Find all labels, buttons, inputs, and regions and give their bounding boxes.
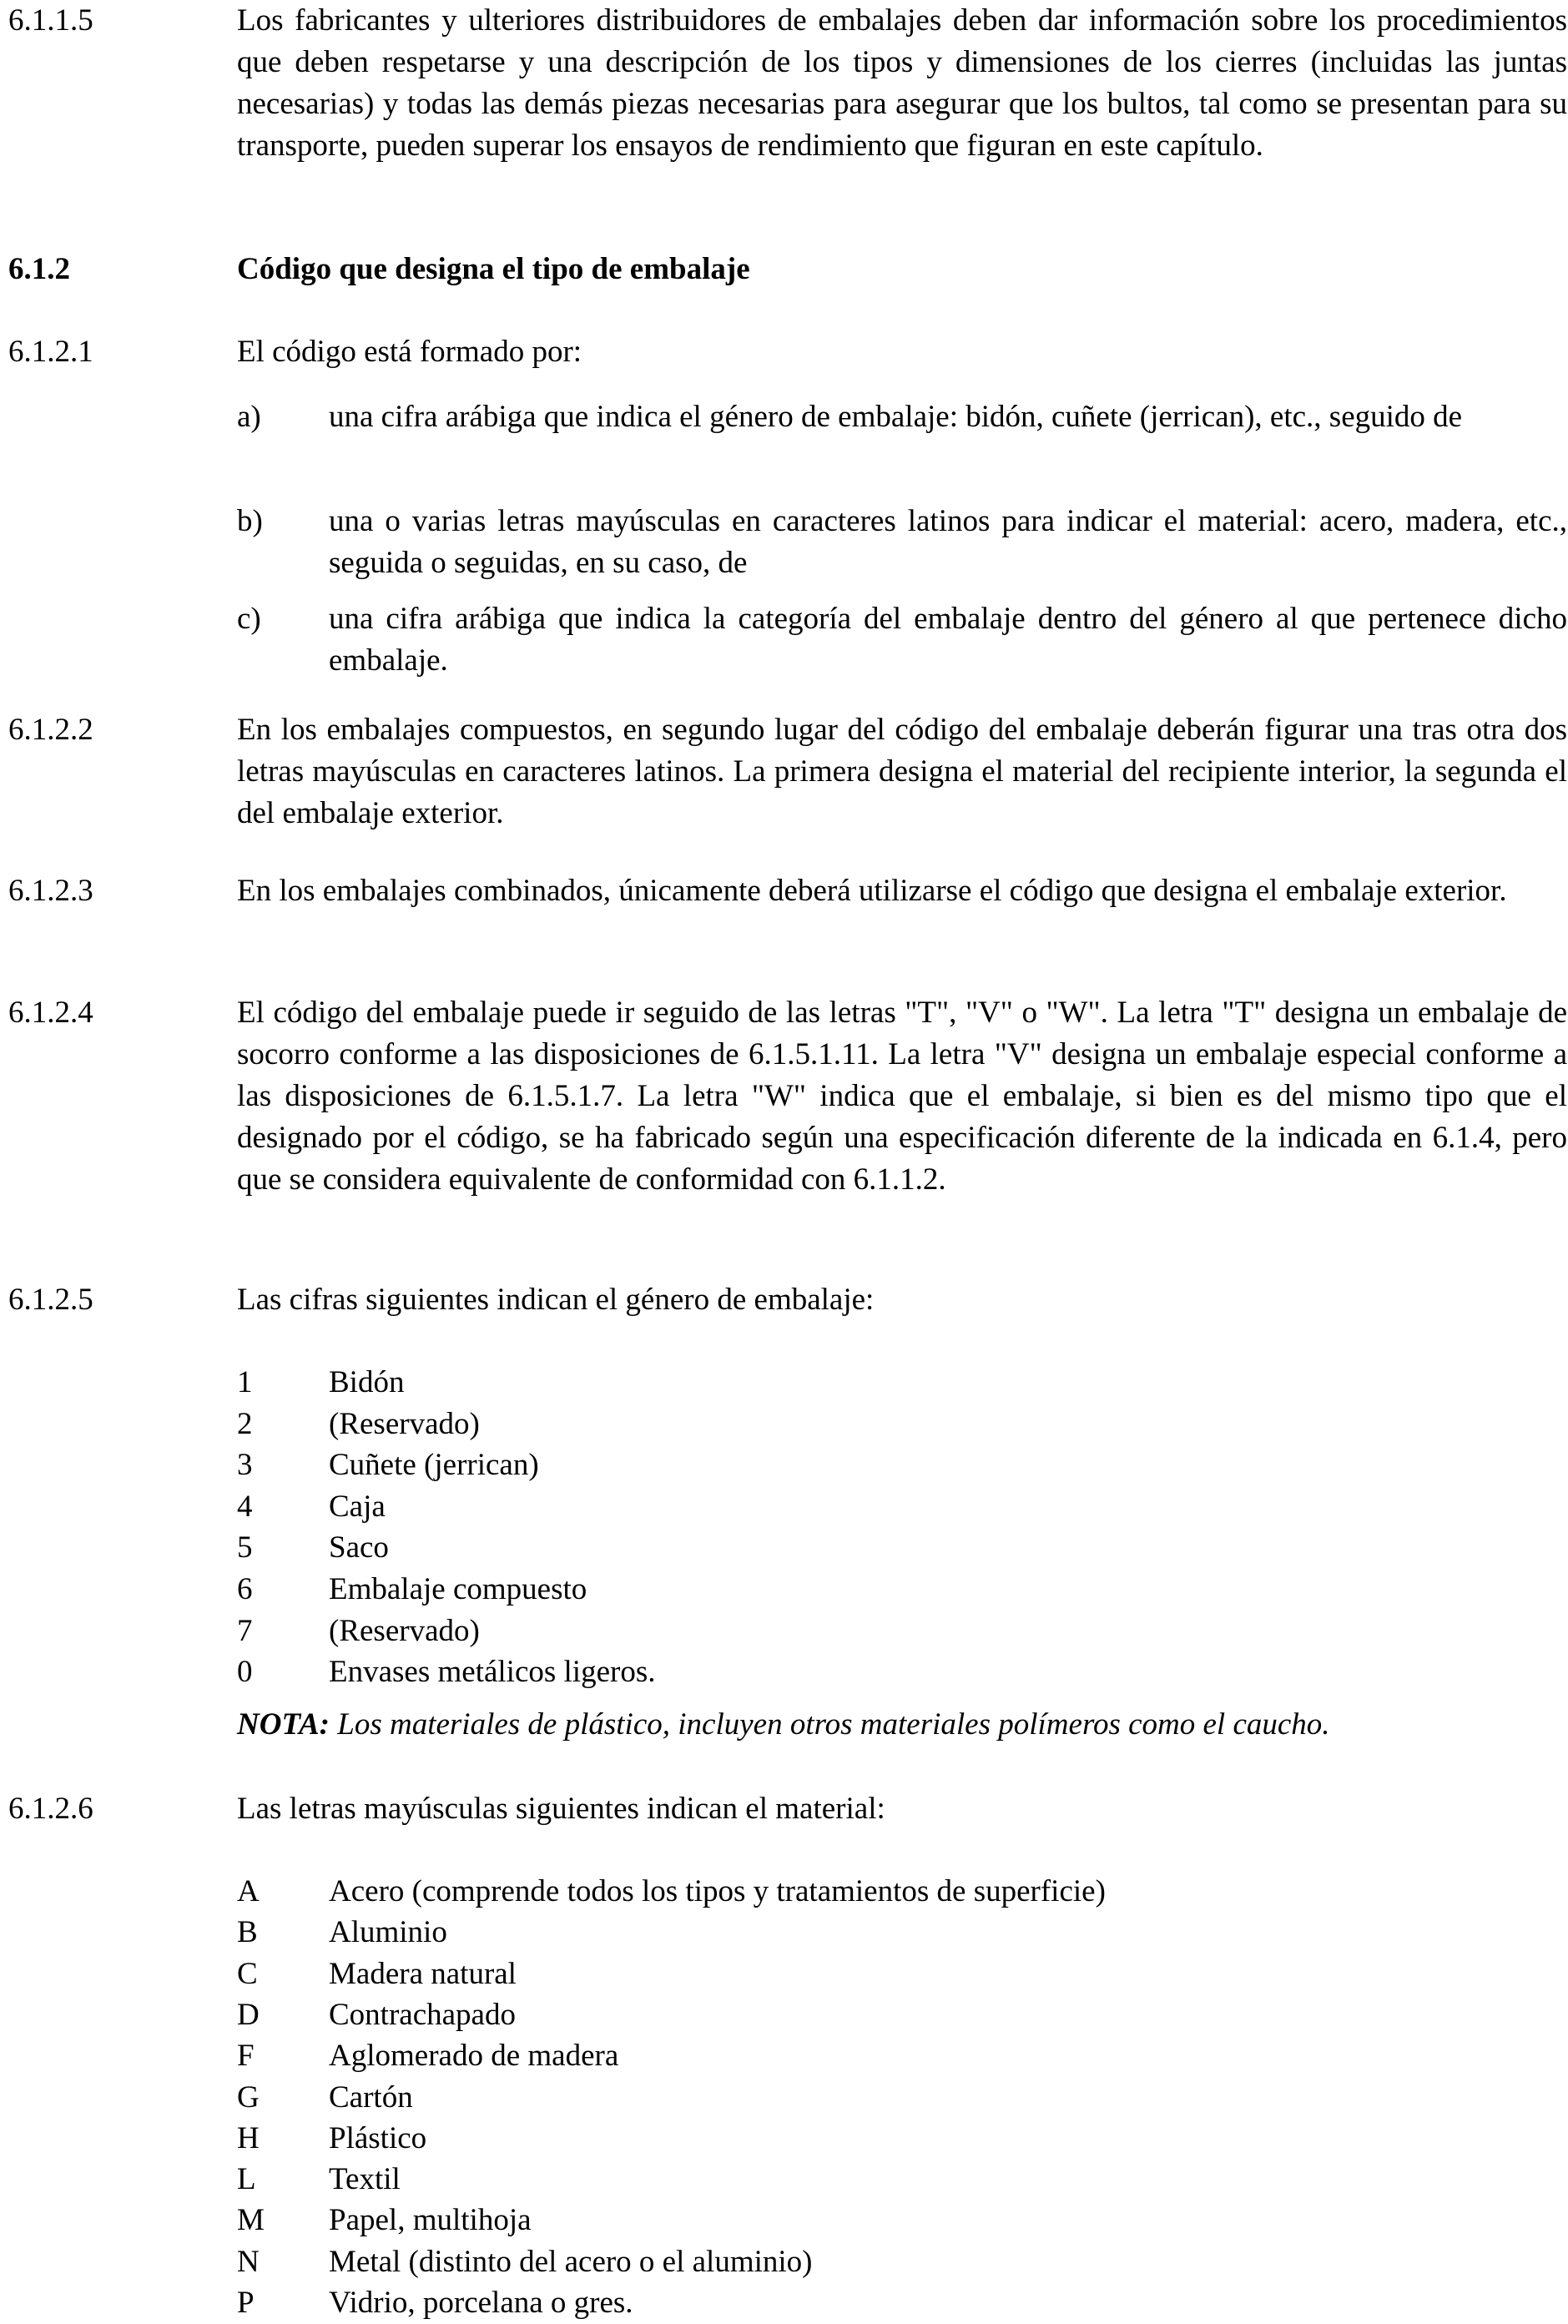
code-key: B (237, 1915, 258, 1950)
code-key: 3 (237, 1448, 253, 1483)
code-row (237, 2118, 1567, 2160)
code-row (237, 1994, 1567, 2036)
code-key: N (237, 2244, 260, 2279)
code-row (237, 1953, 1567, 1995)
code-key: 7 (237, 1613, 253, 1648)
code-key: D (237, 1997, 260, 2032)
section-6-1-2-6-text: Las letras mayúsculas siguientes indican el material: (237, 1792, 885, 1826)
section-6-1-2-3-text: En los embalajes combinados, únicamente deberá utilizarse el código que designa el embalaje exterior. (237, 874, 1507, 908)
code-key: L (237, 2162, 256, 2197)
note-text: Los materiales de plástico, incluyen otros materiales polímeros como el caucho. (330, 1707, 1330, 1742)
section-6-1-2-5-text: Las cifras siguientes indican el género de embalaje: (237, 1283, 875, 1317)
code-key: 5 (237, 1530, 253, 1565)
section-number: 6.1.2.2 (8, 713, 93, 747)
code-value: Vidrio, porcelana o gres. (329, 2286, 633, 2320)
list-item-label: b) (237, 504, 263, 538)
code-value: Plástico (329, 2120, 427, 2155)
code-row (237, 2200, 1567, 2241)
code-row (237, 1871, 1567, 1913)
code-row (237, 1362, 1567, 1404)
list-item-text: una cifra arábiga que indica la categoría del embalaje dentro del género al que pertenece dicho embalaje. (329, 602, 1567, 678)
note-label: NOTA: (237, 1707, 330, 1742)
code-row (237, 1569, 1567, 1611)
code-value: Cartón (329, 2080, 413, 2115)
code-key: 6 (237, 1572, 253, 1606)
code-key: M (237, 2203, 265, 2238)
code-value: Envases metálicos ligeros. (329, 1655, 656, 1690)
code-value: Caja (329, 1489, 386, 1524)
section-number: 6.1.2.1 (8, 335, 93, 369)
section-6-1-2-title: Código que designa el tipo de embalaje (237, 252, 750, 286)
note (237, 1704, 1567, 1746)
code-row (237, 1912, 1567, 1953)
section-6-1-2-2-text: En los embalajes compuestos, en segundo lugar del código del embalaje deberán figurar una tras otra dos letras mayúsculas en caracteres latinos. La primera designa el material del recipiente interior, la segunda el del embalaje exterior. (237, 713, 1567, 830)
code-row (237, 2035, 1567, 2077)
code-row (237, 2077, 1567, 2119)
code-value: Acero (comprende todos los tipos y tratamientos de superficie) (329, 1874, 1106, 1908)
code-key: 2 (237, 1406, 253, 1441)
code-row (237, 1611, 1567, 1652)
code-row (237, 2282, 1567, 2324)
section-6-1-2-1-text: El código está formado por: (237, 335, 582, 369)
code-value: (Reservado) (329, 1406, 480, 1441)
code-value: Aluminio (329, 1915, 447, 1950)
code-row (237, 1486, 1567, 1528)
code-key: F (237, 2039, 255, 2074)
code-key: H (237, 2120, 260, 2155)
section-number: 6.1.2 (8, 252, 70, 286)
code-value: Aglomerado de madera (329, 2039, 619, 2074)
section-number: 6.1.2.3 (8, 874, 93, 908)
code-row (237, 2159, 1567, 2200)
section-6-1-1-5-text: Los fabricantes y ulteriores distribuidores de embalajes deben dar información sobre los procedimientos que deben respetarse y una descripción de los tipos y dimensiones de los cierres (incluidas las juntas necesarias) y todas las demás piezas necesarias para asegurar que los bultos, tal como se presentan para su transporte, pueden superar los ensayos de rendimiento que figuran en este capítulo. (237, 3, 1567, 163)
code-value: Papel, multihoja (329, 2203, 532, 2238)
code-value: Cuñete (jerrican) (329, 1448, 539, 1483)
code-value: Embalaje compuesto (329, 1572, 587, 1606)
code-row (237, 1527, 1567, 1569)
code-value: Madera natural (329, 1956, 517, 1991)
list-item-text: una o varias letras mayúsculas en caracteres latinos para indicar el material: acero, madera, etc., seguida o seguidas, en su caso, de (329, 504, 1567, 580)
list-item-label: c) (237, 602, 261, 636)
code-key: 0 (237, 1655, 253, 1690)
section-6-1-2-4-text: El código del embalaje puede ir seguido de las letras "T", "V" o "W". La letra "T" designa un embalaje de socorro conforme a las disposiciones de 6.1.5.1.11. La letra "V" designa un embalaje especial conforme a las disposiciones de 6.1.5.1.7. La letra "W" indica que el embalaje, si bien es del mismo tipo que el designado por el código, se ha fabricado según una especificación diferente de la indicada en 6.1.4, pero que se considera equivalente de conformidad con 6.1.1.2. (237, 996, 1567, 1197)
code-value: Bidón (329, 1365, 405, 1399)
code-row (237, 2241, 1567, 2283)
code-key: G (237, 2080, 260, 2115)
code-row (237, 1651, 1567, 1693)
section-number: 6.1.2.4 (8, 996, 93, 1030)
code-key: C (237, 1956, 258, 1991)
code-value: Contrachapado (329, 1997, 516, 2032)
section-number: 6.1.2.6 (8, 1792, 93, 1826)
section-number: 6.1.2.5 (8, 1283, 93, 1317)
code-value: Textil (329, 2162, 401, 2197)
code-key: 1 (237, 1365, 253, 1399)
list-item-label: a) (237, 400, 261, 434)
section-number: 6.1.1.5 (8, 3, 93, 38)
code-key: 4 (237, 1489, 253, 1524)
code-value: Saco (329, 1530, 389, 1565)
code-row (237, 1404, 1567, 1445)
code-value: Metal (distinto del acero o el aluminio) (329, 2244, 813, 2279)
list-item-text: una cifra arábiga que indica el género de embalaje: bidón, cuñete (jerrican), etc., seguido de (329, 400, 1463, 434)
code-row (237, 1444, 1567, 1486)
code-key: P (237, 2286, 255, 2320)
code-key: A (237, 1874, 260, 1908)
code-value: (Reservado) (329, 1613, 480, 1648)
